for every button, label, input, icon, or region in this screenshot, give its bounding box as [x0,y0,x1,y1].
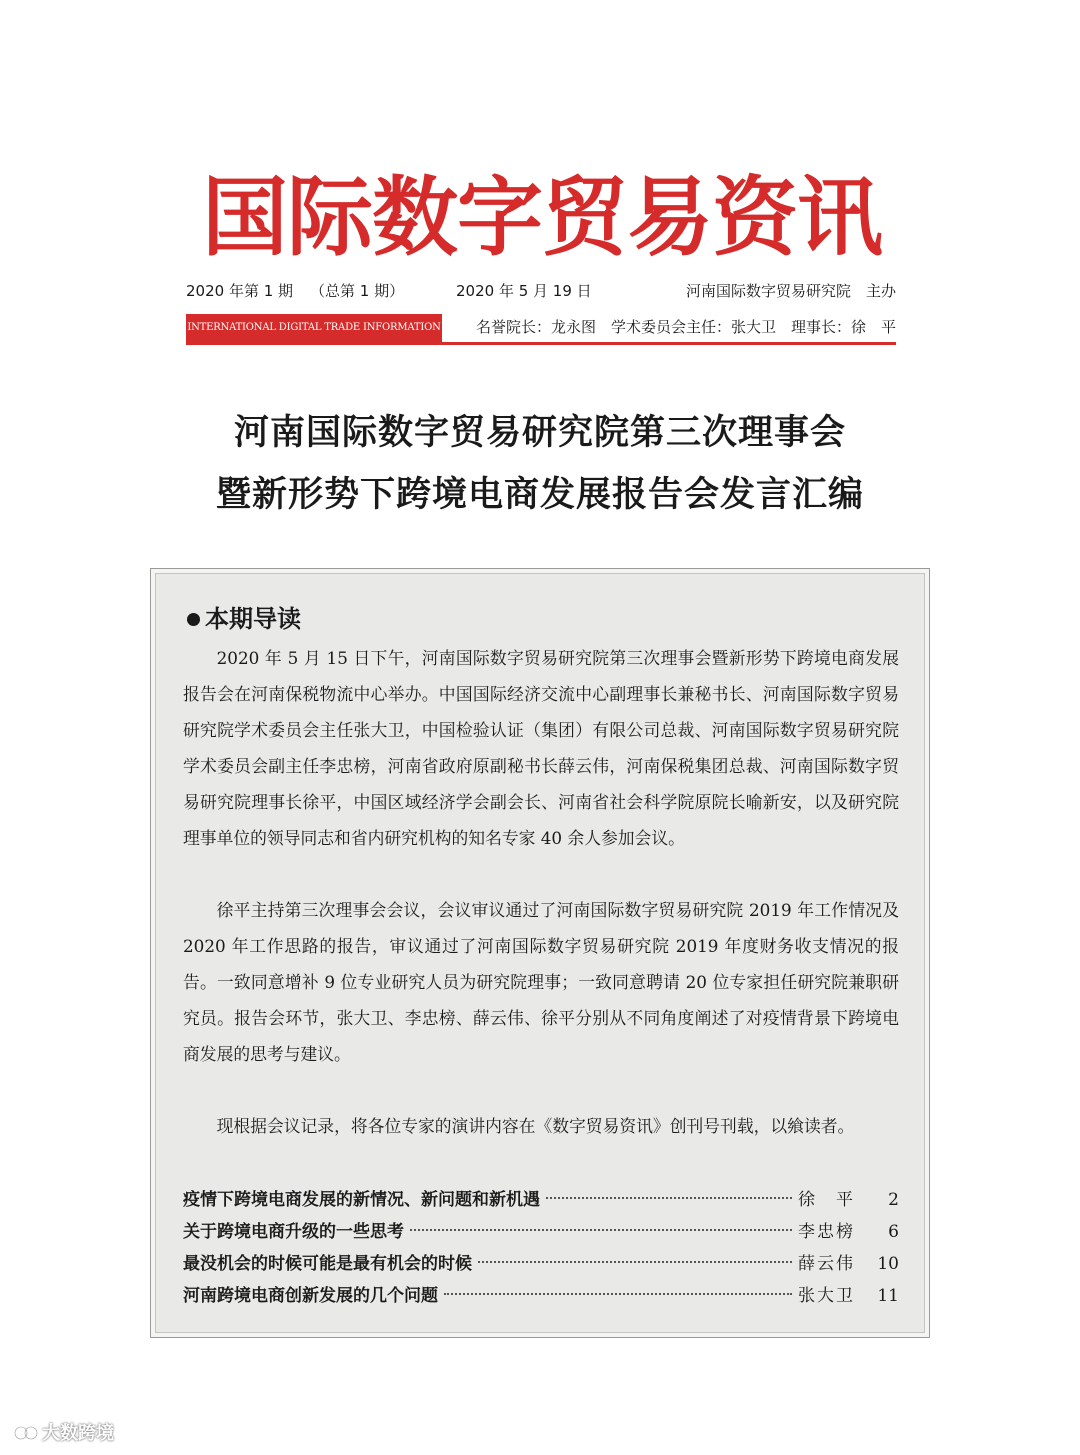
toc-leader-dots [410,1229,792,1231]
toc-page: 10 [877,1254,899,1274]
masthead-bar [186,314,896,345]
toc-title: 最没机会的时候可能是最有机会的时候 [183,1254,472,1274]
headline-line-2: 暨新形势下跨境电商发展报告会发言汇编 [215,474,864,515]
toc-title: 疫情下跨境电商发展的新情况、新问题和新机遇 [183,1190,540,1210]
intro-heading [187,599,301,639]
issue-info-line [186,278,896,304]
toc-author: 李忠榜 [798,1222,855,1242]
toc-leader-dots [478,1261,792,1263]
toc-page: 2 [888,1190,899,1210]
intro-box [150,568,930,1338]
toc-author: 徐 平 [798,1190,855,1210]
issue-number: 2020 年第 1 期 [186,282,294,300]
toc-page: 11 [877,1286,899,1306]
toc-item[interactable] [183,1248,899,1280]
headline-line-1: 河南国际数字贸易研究院第三次理事会 [233,412,846,453]
toc-leader-dots [546,1197,792,1199]
total-issue-number: （总第 1 期） [310,282,405,300]
toc-item[interactable] [183,1216,899,1248]
officers-line: 名誉院长：龙永图 学术委员会主任：张大卫 理事长：徐 平 [475,318,896,336]
host-organization: 河南国际数字贸易研究院 主办 [685,282,896,300]
toc-item[interactable] [183,1184,899,1216]
watermark [14,1420,114,1448]
toc-leader-dots [444,1293,792,1295]
bullet-icon [187,613,200,626]
toc-title: 河南跨境电商创新发展的几个问题 [183,1286,438,1306]
toc-author: 张大卫 [798,1286,855,1306]
intro-paragraph: 徐平主持第三次理事会会议，会议审议通过了河南国际数字贸易研究院 2019 年工作情况及 2020 年工作思路的报告，审议通过了河南国际数字贸易研究院 2019 年度财务收支情况的报告。一致同意增补 9 位专业研究人员为研究院理事；一致同意聘请 20 位专家担任研究院兼职研究员。报告会环节，张大卫、李忠榜、薛云伟、徐平分别从不同角度阐述了对疫情背景下跨境电商发展的思考与建议。 [183,900,899,1064]
intro-heading-text: 本期导读 [205,604,301,633]
intro-paragraph: 2020 年 5 月 15 日下午，河南国际数字贸易研究院第三次理事会暨新形势下跨境电商发展报告会在河南保税物流中心举办。中国国际经济交流中心副理事长兼秘书长、河南国际数字贸易研究院学术委员会主任张大卫，中国检验认证（集团）有限公司总裁、河南国际数字贸易研究院学术委员会副主任李忠榜，河南省政府原副秘书长薛云伟，河南保税集团总裁、河南国际数字贸易研究院理事长徐平，中国区域经济学会副会长、河南省社会科学院原院长喻新安，以及研究院理事单位的领导同志和省内研究机构的知名专家 40 余人参加会议。 [183,648,899,848]
watermark-text: 大数跨境 [42,1423,114,1444]
intro-paragraph: 现根据会议记录，将各位专家的演讲内容在《数字贸易资讯》创刊号刊载，以飨读者。 [216,1116,855,1136]
issue-date: 2020 年 5 月 19 日 [456,282,592,300]
toc-item[interactable] [183,1280,899,1312]
masthead-title: 国际数字贸易资讯 [202,167,882,268]
english-name: INTERNATIONAL DIGITAL TRADE INFORMATION [186,314,442,342]
toc-title: 关于跨境电商升级的一些思考 [183,1222,404,1242]
toc-author: 薛云伟 [798,1254,855,1274]
table-of-contents [183,1184,899,1312]
toc-page: 6 [888,1222,899,1242]
brand-logo-icon [14,1424,38,1442]
